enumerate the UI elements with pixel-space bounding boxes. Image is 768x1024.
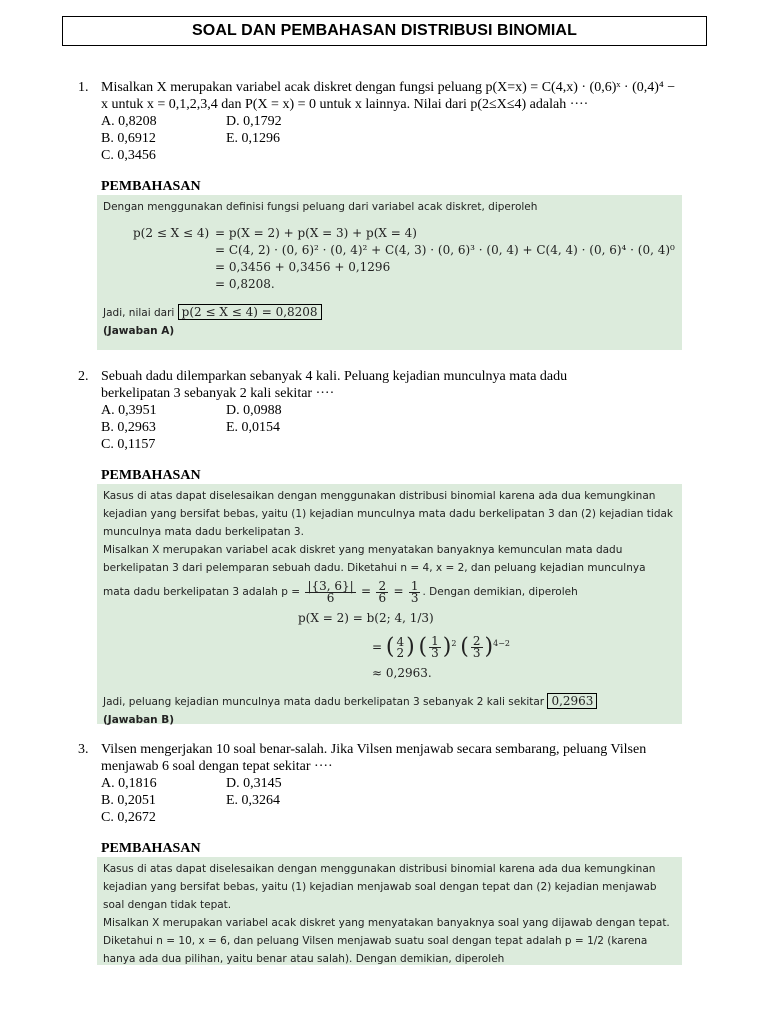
pembahasan-heading: PEMBAHASAN [101, 179, 201, 194]
page-title: SOAL DAN PEMBAHASAN DISTRIBUSI BINOMIAL [62, 16, 707, 46]
question-1 [78, 79, 688, 164]
boxed-answer: p(2 ≤ X ≤ 4) = 0,8208 [178, 304, 322, 320]
pembahasan-heading: PEMBAHASAN [101, 468, 201, 483]
option-c: C. 0,1157 [101, 437, 156, 452]
option-a: A. 0,3951 [101, 403, 157, 418]
option-e: E. 0,0154 [226, 420, 281, 435]
question-3 [78, 741, 688, 826]
question-number: 2. [78, 369, 89, 384]
option-b: B. 0,6912 [101, 131, 156, 146]
option-c: C. 0,2672 [101, 810, 156, 825]
solution-box-2: Kasus di atas dapat diselesaikan dengan menggunakan distribusi binomial karena ada dua kemungkinan kejadian yang bersifat bebas, yaitu (1) kejadian munculnya mata dadu berkelipatan 3 dan (2) kejadian tidak munculnya mata dadu berkelipatan 3. Misalkan X merupakan variabel acak diskret yang menyatakan banyaknya kemunculan mata dadu berkelipatan 3 dari pelemparan sebuah dadu. Diketahui n = 4, x = 2, dan peluang kejadian munculnya mata dadu berkelipatan 3 adalah p = $\frac{|\{3, 6\}|}{6}$ = $\frac{2}{6}$ = $\frac{1}{3}$ . Dengan demikian, diperoleh p(X = 2) = b(2; 4, 1/3) = ( 4 2 ) ( $\frac{1}{3}$ )$^2$ ( $\frac{2}{3}$ )$^{4-2}$ ≈ 0,2963. Jadi, peluang kejadian munculnya mata dadu berkelipatan 3 sebanyak 2 kali sekitar 0,2963 (Jawaban B) [97, 484, 682, 724]
solution-box-1 [97, 195, 682, 350]
fraction: $\frac{|\{3, 6\}|}{6}$ [307, 578, 354, 605]
question-2 [78, 368, 688, 453]
question-number: 1. [78, 80, 89, 95]
equation-block: p(X = 2) = b(2; 4, 1/3) = ( 4 2 ) ( $\frac{1}{3}$ )$^2$ ( $\frac{2}{3}$ )$^{4-2}$ ≈ 0,2963. [298, 611, 511, 680]
question-text: Vilsen mengerjakan 10 soal benar-salah. Jika Vilsen menjawab secara sembarang, peluang Vilsen menjawab 6 soal dengan tepat sekitar ···· [101, 742, 647, 774]
answer-options [101, 402, 688, 453]
answer-label: (Jawaban B) [103, 713, 175, 726]
fraction: $\frac{2}{6}$ [378, 578, 387, 605]
option-a: A. 0,8208 [101, 114, 157, 129]
solution-box-3: Kasus di atas dapat diselesaikan dengan menggunakan distribusi binomial karena ada dua kemungkinan kejadian yang bersifat bebas, yaitu (1) kejadian menjawab soal dengan tepat dan (2) kejadian menjawab soal dengan tidak tepat. Misalkan X merupakan variabel acak diskret yang menyatakan banyaknya soal yang dijawab dengan tepat. Diketahui n = 10, x = 6, dan peluang Vilsen menjawab suatu soal dengan tepat adalah p = 1/2 (karena hanya ada dua pilihan, yaitu benar atau salah). Dengan demikian, diperoleh [97, 857, 682, 965]
option-b: B. 0,2051 [101, 793, 156, 808]
solution-intro: Dengan menggunakan definisi fungsi peluang dari variabel acak diskret, diperoleh [103, 201, 538, 213]
option-c: C. 0,3456 [101, 148, 156, 163]
solution-conclusion: Jadi, nilai dari p(2 ≤ X ≤ 4) = 0,8208 [103, 303, 676, 322]
boxed-answer: 0,2963 [547, 693, 597, 709]
question-text: Sebuah dadu dilemparkan sebanyak 4 kali. Peluang kejadian munculnya mata dadu berkelipatan 3 sebanyak 2 kali sekitar ···· [101, 369, 568, 401]
option-d: D. 0,0988 [226, 403, 282, 418]
pembahasan-heading: PEMBAHASAN [101, 841, 201, 856]
option-d: D. 0,1792 [226, 114, 282, 129]
answer-options [101, 113, 688, 164]
option-e: E. 0,1296 [226, 131, 281, 146]
answer-options [101, 775, 688, 826]
answer-label: (Jawaban A) [103, 325, 175, 337]
question-number: 3. [78, 742, 89, 757]
fraction: $\frac{1}{3}$ [410, 578, 419, 605]
question-text: Misalkan X merupakan variabel acak diskret dengan fungsi peluang p(X=x) = C(4,x) · (0,6)ˣ · (0,4)⁴ − x untuk x = 0,1,2,3,4 dan P(X = x) = 0 untuk x lainnya. Nilai dari p(2≤X≤4) adalah ···· [101, 80, 676, 112]
option-e: E. 0,3264 [226, 793, 281, 808]
option-b: B. 0,2963 [101, 420, 156, 435]
solution-conclusion: Jadi, peluang kejadian munculnya mata dadu berkelipatan 3 sebanyak 2 kali sekitar 0,2963 [103, 692, 676, 711]
option-a: A. 0,1816 [101, 776, 157, 791]
probability-line: mata dadu berkelipatan 3 adalah p = $\frac{|\{3, 6\}|}{6}$ = $\frac{2}{6}$ = $\frac{1}{3}$ . Dengan demikian, diperoleh [103, 578, 578, 605]
option-d: D. 0,3145 [226, 776, 282, 791]
equation-block: p(2 ≤ X ≤ 4) = p(X = 2) + p(X = 3) + p(X = 4) = C(4, 2) · (0, 6)² · (0, 4)² + C(4, 3) · (0, 6)³ · (0, 4) + C(4, 4) · (0, 6)⁴ · (0, 4)⁰ = 0,3456 + 0,3456 + 0,1296 = 0,8208. [133, 226, 675, 291]
